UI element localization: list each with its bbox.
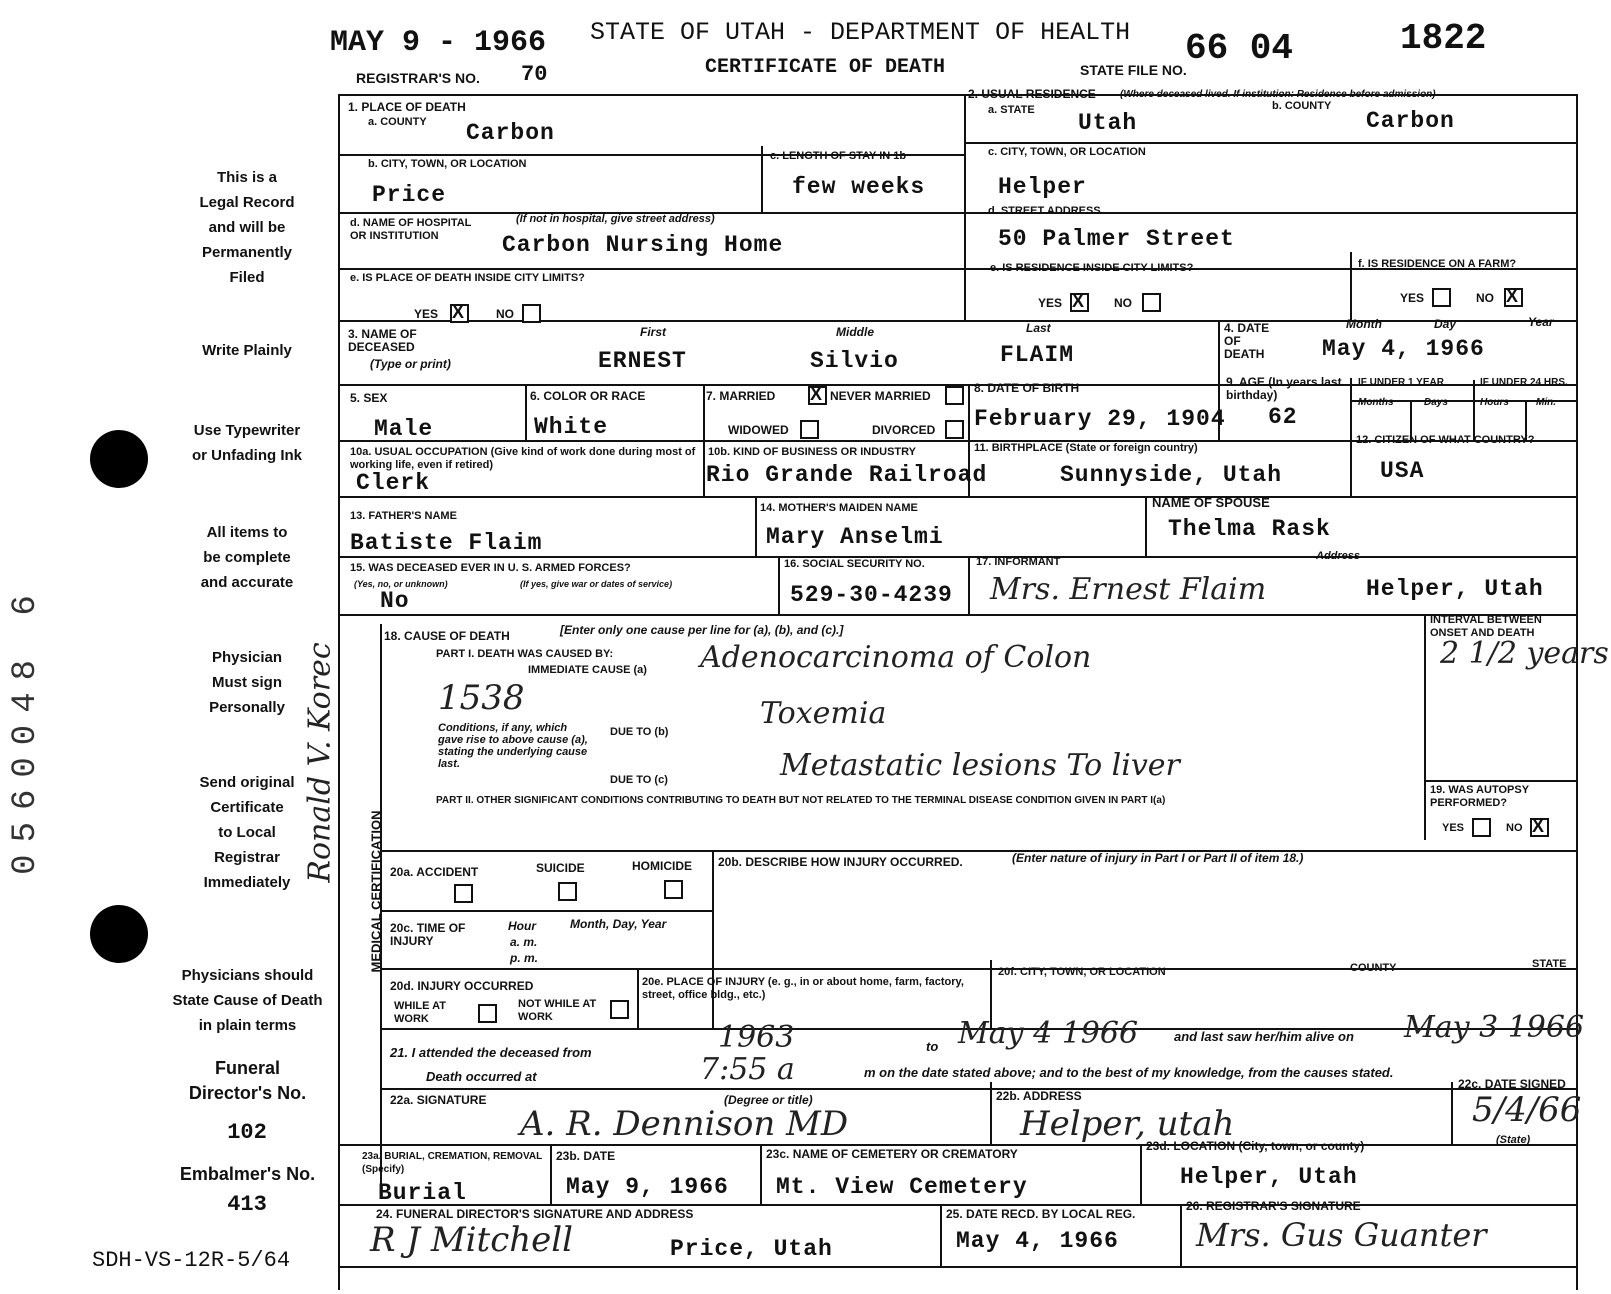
birthplace-label: 11. BIRTHPLACE (State or foreign country) xyxy=(974,442,1198,454)
date-received: May 4, 1966 xyxy=(956,1228,1119,1254)
cause-of-death-label: 18. CAUSE OF DEATH xyxy=(384,629,510,643)
married-checkbox[interactable] xyxy=(808,386,827,405)
medical-certification-label: MEDICAL CERTIFICATION xyxy=(368,810,384,973)
occupation-label: 10a. USUAL OCCUPATION (Give kind of work done during most of working life, even if retired) xyxy=(350,446,696,471)
death-city: Price xyxy=(372,182,447,208)
date-of-death: May 4, 1966 xyxy=(1322,336,1485,362)
am-label: a. m. xyxy=(510,935,538,949)
hours-label: Hours xyxy=(1480,397,1509,408)
residence-label: 2. USUAL RESIDENCE xyxy=(968,87,1096,101)
cemetery-location-label: 23d. LOCATION (City, town, or county) xyxy=(1146,1139,1365,1153)
last-saw-label: and last saw her/him alive on xyxy=(1174,1029,1354,1044)
no-label: NO xyxy=(496,307,514,321)
interval-value: 2 1/2 years xyxy=(1440,636,1609,671)
attended-label: 21. I attended the deceased from xyxy=(390,1045,592,1060)
burial-date: May 9, 1966 xyxy=(566,1174,729,1200)
mother-name: Mary Anselmi xyxy=(766,524,944,550)
spouse-name: Thelma Rask xyxy=(1168,516,1331,542)
married-label: 7. MARRIED xyxy=(706,389,776,403)
no-label: NO xyxy=(1114,296,1132,310)
date-signed-label: 22c. DATE SIGNED xyxy=(1458,1077,1566,1091)
state-file-number: 66 04 xyxy=(1185,28,1294,69)
funeral-director-no: 102 xyxy=(227,1120,267,1145)
farm-no-checkbox[interactable] xyxy=(1504,288,1523,307)
state-file-label: STATE FILE NO. xyxy=(1080,62,1187,78)
armed-forces-sub2: (If yes, give war or dates of service) xyxy=(520,579,673,589)
death-inside-city-label: e. IS PLACE OF DEATH INSIDE CITY LIMITS? xyxy=(350,272,585,284)
armed-forces: No xyxy=(380,588,410,614)
funeral-director-address: Price, Utah xyxy=(670,1236,833,1262)
physician-note: Physician Must sign Personally xyxy=(209,649,285,716)
citizen-label: 12. CITIZEN OF WHAT COUNTRY? xyxy=(1356,434,1535,446)
last-saw-date: May 3 1966 xyxy=(1404,1010,1585,1045)
residence-note: (Where deceased lived. If institution: Residence before admission) xyxy=(1120,89,1436,100)
residence-city-label: c. CITY, TOWN, OR LOCATION xyxy=(988,146,1146,158)
mother-label: 14. MOTHER'S MAIDEN NAME xyxy=(760,502,918,514)
deceased-middle-name: Silvio xyxy=(810,348,899,374)
type-or-print-label: (Type or print) xyxy=(370,357,451,371)
farm-label: f. IS RESIDENCE ON A FARM? xyxy=(1358,258,1517,270)
year-label: Year xyxy=(1528,315,1554,329)
hospital-label: d. NAME OF HOSPITAL OR INSTITUTION xyxy=(350,217,472,242)
accident-label: 20a. ACCIDENT xyxy=(390,865,479,879)
hospital-name: Carbon Nursing Home xyxy=(502,232,784,258)
place-of-death-label: 1. PLACE OF DEATH xyxy=(348,100,466,114)
cause-b: Toxemia xyxy=(760,696,887,731)
cause-plain-note: Physicians should State Cause of Death in plain terms xyxy=(172,967,323,1034)
date-of-birth-label: 8. DATE OF BIRTH xyxy=(974,381,1080,395)
while-at-work-label: WHILE AT WORK xyxy=(394,1000,446,1025)
social-security-number: 529-30-4239 xyxy=(790,582,953,608)
informant-signature: Mrs. Ernest Flaim xyxy=(990,572,1267,607)
suicide-label: SUICIDE xyxy=(536,861,585,875)
residence-inside-city-label: e. IS RESIDENCE INSIDE CITY LIMITS? xyxy=(990,262,1194,274)
accident-checkbox[interactable] xyxy=(454,884,473,903)
injury-state-label: STATE xyxy=(1532,958,1567,970)
registrar-no: 70 xyxy=(521,62,548,87)
cemetery-location: Helper, Utah xyxy=(1180,1164,1358,1190)
date-signed: 5/4/66 xyxy=(1472,1090,1582,1130)
armed-forces-label: 15. WAS DECEASED EVER IN U. S. ARMED FORCES? xyxy=(350,562,631,574)
cause-a: Adenocarcinoma of Colon xyxy=(700,640,1092,675)
death-city-label: b. CITY, TOWN, OR LOCATION xyxy=(368,158,527,170)
never-married-checkbox[interactable] xyxy=(945,386,964,405)
part-two-label: PART II. OTHER SIGNIFICANT CONDITIONS CONTRIBUTING TO DEATH BUT NOT RELATED TO THE TERMINAL DISEASE CONDITION GIVEN IN PART I(a) xyxy=(436,795,1166,806)
deceased-last-name: FLAIM xyxy=(1000,342,1075,368)
sex-label: 5. SEX xyxy=(350,391,388,405)
physician-signature: A. R. Dennison MD xyxy=(520,1104,849,1144)
attended-from: 1963 xyxy=(718,1020,795,1055)
vertical-physician-signature: Ronald V. Korec xyxy=(302,642,338,883)
binder-hole xyxy=(90,905,148,963)
cemetery: Mt. View Cemetery xyxy=(776,1174,1028,1200)
death-occurred-label: Death occurred at xyxy=(426,1069,537,1084)
burial-date-label: 23b. DATE xyxy=(556,1149,616,1163)
farm-yes-checkbox[interactable] xyxy=(1432,288,1451,307)
yes-label: YES xyxy=(1442,822,1465,834)
registrar-no-label: REGISTRAR'S NO. xyxy=(356,70,480,86)
under-1-year-label: IF UNDER 1 YEAR xyxy=(1358,377,1444,388)
signature-label: 22a. SIGNATURE xyxy=(390,1093,487,1107)
due-to-c-label: DUE TO (c) xyxy=(610,774,668,786)
middle-label: Middle xyxy=(836,325,874,339)
business: Rio Grande Railroad xyxy=(706,462,988,488)
death-inside-yes-checkbox[interactable] xyxy=(450,304,469,323)
last-label: Last xyxy=(1026,321,1051,335)
conditions-note: Conditions, if any, which gave rise to above cause (a), stating the underlying cause last. xyxy=(438,722,588,770)
vertical-control-number: 0560048 6 xyxy=(6,583,45,875)
first-label: First xyxy=(640,325,667,339)
attended-to: May 4 1966 xyxy=(958,1016,1139,1051)
complete-note: All items to be complete and accurate xyxy=(200,524,294,591)
no-label: NO xyxy=(1476,291,1494,305)
describe-note: (Enter nature of injury in Part I or Part II of item 18.) xyxy=(1012,851,1304,865)
pm-label: p. m. xyxy=(510,951,539,965)
state-label: a. STATE xyxy=(988,104,1035,116)
divorced-checkbox[interactable] xyxy=(945,420,964,439)
yes-label: YES xyxy=(1400,291,1425,305)
no-label: NO xyxy=(1506,822,1523,834)
sex: Male xyxy=(374,416,434,442)
ssn-label: 16. SOCIAL SECURITY NO. xyxy=(784,558,925,570)
icd-code: 1538 xyxy=(438,678,525,718)
cemetery-label: 23c. NAME OF CEMETERY OR CREMATORY xyxy=(766,1147,1018,1161)
registrar-signature: Mrs. Gus Guanter xyxy=(1196,1216,1487,1254)
length-of-stay: few weeks xyxy=(792,174,926,200)
widowed-checkbox[interactable] xyxy=(800,420,819,439)
yes-label: YES xyxy=(1038,296,1063,310)
time-of-death: 7:55 a xyxy=(700,1052,795,1087)
date-of-birth: February 29, 1904 xyxy=(974,406,1226,432)
cause-c: Metastatic lesions To liver xyxy=(780,748,1180,783)
autopsy-no-checkbox[interactable] xyxy=(1530,818,1549,837)
disposition-label: 23a. BURIAL, CREMATION, REMOVAL (Specify) xyxy=(362,1151,543,1175)
place-of-injury-label: 20e. PLACE OF INJURY (e. g., in or about home, farm, factory, street, office bldg., etc.) xyxy=(642,976,964,1001)
residence-inside-no-checkbox[interactable] xyxy=(1142,293,1161,312)
suicide-checkbox[interactable] xyxy=(558,882,577,901)
immediate-cause-label: IMMEDIATE CAUSE (a) xyxy=(528,664,647,676)
homicide-label: HOMICIDE xyxy=(632,859,692,873)
send-original-note: Send original Certificate to Local Registrar Immediately xyxy=(199,774,295,891)
not-while-at-work-checkbox[interactable] xyxy=(610,1000,629,1019)
widowed-label: WIDOWED xyxy=(728,423,789,437)
state-file-sequence: 1822 xyxy=(1400,18,1487,59)
never-married-label: NEVER MARRIED xyxy=(830,389,931,403)
street-address-label: d. STREET ADDRESS xyxy=(988,205,1101,217)
months-label: Months xyxy=(1358,397,1394,408)
cause-note: [Enter only one cause per line for (a), (b), and (c).] xyxy=(560,623,844,637)
hour-label: Hour xyxy=(508,919,536,933)
not-while-at-work-label: NOT WHILE AT WORK xyxy=(518,998,597,1023)
state-note: (State) xyxy=(1496,1134,1531,1146)
certificate-title: CERTIFICATE OF DEATH xyxy=(705,56,946,79)
part-one-label: PART I. DEATH WAS CAUSED BY: xyxy=(436,648,614,660)
legal-record-note: This is a Legal Record and will be Permanently Filed xyxy=(199,169,295,286)
injury-county-label: COUNTY xyxy=(1350,962,1397,974)
business-label: 10b. KIND OF BUSINESS OR INDUSTRY xyxy=(708,446,917,458)
residence-state: Utah xyxy=(1078,110,1138,136)
divorced-label: DIVORCED xyxy=(872,423,936,437)
yes-label: YES xyxy=(414,307,439,321)
age-label: 9. AGE (In years last birthday) xyxy=(1226,375,1342,402)
interval-label: INTERVAL BETWEEN ONSET AND DEATH xyxy=(1430,614,1542,639)
race: White xyxy=(534,414,609,440)
hospital-note: (If not in hospital, give street address) xyxy=(516,213,715,225)
informant-label: 17. INFORMANT xyxy=(976,556,1061,568)
date-of-death-label: 4. DATE OF DEATH xyxy=(1224,321,1270,361)
binder-hole xyxy=(90,430,148,488)
armed-forces-sub1: (Yes, no, or unknown) xyxy=(354,579,448,589)
death-inside-no-checkbox[interactable] xyxy=(522,304,541,323)
funeral-director-no-label: Funeral Director's No. xyxy=(188,1058,307,1103)
injury-city-label: 20f. CITY, TOWN, OR LOCATION xyxy=(998,966,1166,978)
address-label: Address xyxy=(1316,550,1361,562)
describe-injury-label: 20b. DESCRIBE HOW INJURY OCCURRED. xyxy=(718,855,963,869)
deceased-name-label: 3. NAME OF DECEASED xyxy=(348,327,417,354)
month-day-year-label: Month, Day, Year xyxy=(570,917,667,931)
county-label: a. COUNTY xyxy=(368,116,427,128)
form-title: STATE OF UTAH - DEPARTMENT OF HEALTH xyxy=(590,18,1131,47)
informant-address: Helper, Utah xyxy=(1366,576,1544,602)
residence-county: Carbon xyxy=(1366,108,1455,134)
deceased-first-name: ERNEST xyxy=(598,348,687,374)
occupation: Clerk xyxy=(356,470,431,496)
homicide-checkbox[interactable] xyxy=(664,880,683,899)
residence-street: 50 Palmer Street xyxy=(998,226,1235,252)
day-label: Day xyxy=(1434,317,1457,331)
min-label: Min. xyxy=(1536,397,1556,408)
funeral-director-label: 24. FUNERAL DIRECTOR'S SIGNATURE AND ADDRESS xyxy=(376,1207,694,1221)
typewriter-note: Use Typewriter or Unfading Ink xyxy=(192,422,302,464)
form-number: SDH-VS-12R-5/64 xyxy=(92,1248,291,1273)
injury-occurred-label: 20d. INJURY OCCURRED xyxy=(390,979,534,993)
embalmer-no-label: Embalmer's No. xyxy=(179,1164,316,1184)
father-name: Batiste Flaim xyxy=(350,530,543,556)
embalmer-no: 413 xyxy=(227,1192,267,1217)
birthplace: Sunnyside, Utah xyxy=(1060,462,1283,488)
length-of-stay-label: c. LENGTH OF STAY IN 1b xyxy=(770,150,907,162)
date-stamp: MAY 9 - 1966 xyxy=(330,26,547,60)
time-of-injury-label: 20c. TIME OF INJURY xyxy=(390,921,466,948)
physician-address-label: 22b. ADDRESS xyxy=(996,1089,1082,1103)
spouse-label: NAME OF SPOUSE xyxy=(1152,495,1270,510)
death-county: Carbon xyxy=(466,120,555,146)
residence-county-label: b. COUNTY xyxy=(1272,100,1332,112)
race-label: 6. COLOR OR RACE xyxy=(530,389,646,403)
days-label: Days xyxy=(1424,397,1448,408)
autopsy-label: 19. WAS AUTOPSY PERFORMED? xyxy=(1430,784,1529,809)
age: 62 xyxy=(1268,404,1298,430)
disposition: Burial xyxy=(378,1180,467,1206)
funeral-director-signature: R J Mitchell xyxy=(370,1220,574,1260)
degree-label: (Degree or title) xyxy=(724,1093,813,1107)
physician-address: Helper, utah xyxy=(1020,1104,1235,1144)
to-label: to xyxy=(926,1039,939,1054)
residence-inside-yes-checkbox[interactable] xyxy=(1070,293,1089,312)
knowledge-statement: m on the date stated above; and to the best of my knowledge, from the causes stated. xyxy=(864,1065,1394,1080)
registrar-signature-label: 26. REGISTRAR'S SIGNATURE xyxy=(1186,1199,1361,1213)
under-24-hrs-label: IF UNDER 24 HRS. xyxy=(1480,377,1568,388)
citizen: USA xyxy=(1380,458,1425,484)
father-label: 13. FATHER'S NAME xyxy=(350,510,457,522)
due-to-b-label: DUE TO (b) xyxy=(610,726,669,738)
autopsy-yes-checkbox[interactable] xyxy=(1472,818,1491,837)
residence-city: Helper xyxy=(998,174,1087,200)
while-at-work-checkbox[interactable] xyxy=(478,1004,497,1023)
date-received-label: 25. DATE RECD. BY LOCAL REG. xyxy=(946,1207,1136,1221)
write-plainly-note: Write Plainly xyxy=(202,342,292,359)
month-label: Month xyxy=(1346,317,1382,331)
